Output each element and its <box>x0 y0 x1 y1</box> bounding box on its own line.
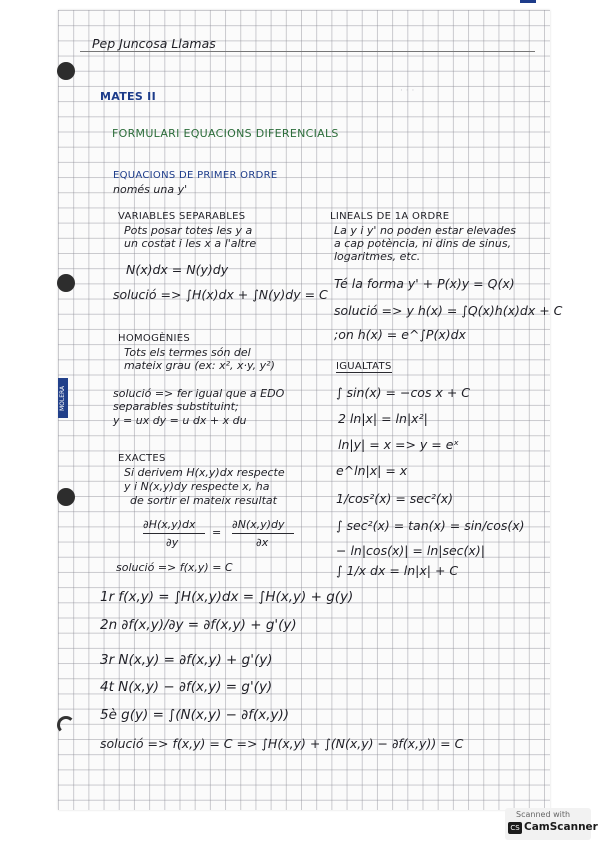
notebook-tab: MOLERA <box>58 378 68 418</box>
binder-hole <box>57 716 75 734</box>
exactes-final-solution: solució => f(x,y) = C => ∫H(x,y) + ∫(N(x,y) − ∂f(x,y)) = C <box>100 736 464 751</box>
separables-desc: Pots posar totes les y a <box>124 224 253 237</box>
lineals-title: LINEALS DE 1A ORDRE <box>330 211 450 222</box>
identity-item: − ln|cos(x)| = ln|sec(x)| <box>336 543 485 558</box>
scanner-caption: Scanned with <box>516 810 571 819</box>
exactes-step: 5è g(y) = ∫(N(x,y) − ∂f(x,y)) <box>100 707 290 723</box>
exactes-step: 1r f(x,y) = ∫H(x,y)dx = ∫H(x,y) + g(y) <box>100 589 354 605</box>
exactes-solution: solució => f(x,y) = C <box>116 561 233 574</box>
exactes-step: 2n ∂f(x,y)/∂y = ∂f(x,y) + g'(y) <box>100 617 297 633</box>
fraction-line <box>232 533 294 534</box>
identity-item: 2 ln|x| = ln|x²| <box>338 411 428 426</box>
identity-item: ∫ sin(x) = −cos x + C <box>336 385 470 400</box>
equals-sign: = <box>212 526 222 539</box>
subject-label: MATES II <box>100 90 156 103</box>
homogenies-desc: Tots els termes són del <box>124 346 251 359</box>
homogenies-solution: solució => fer igual que a EDO <box>113 387 285 400</box>
identity-item: 1/cos²(x) = sec²(x) <box>336 491 454 506</box>
lineals-desc: a cap potència, ni dins de sinus, <box>334 237 512 250</box>
scanner-logo-icon: CS <box>508 822 522 834</box>
corner-mark <box>520 0 536 3</box>
page-title: FORMULARI EQUACIONS DIFERENCIALS <box>112 127 339 140</box>
exactes-step: 4t N(x,y) − ∂f(x,y) = g'(y) <box>100 679 273 695</box>
igualtats-title: IGUALTATS <box>336 361 392 372</box>
identity-item: ∫ sec²(x) = tan(x) = sin/cos(x) <box>336 518 525 533</box>
fraction-numerator: ∂N(x,y)dy <box>232 518 285 531</box>
homogenies-title: HOMOGÈNIES <box>118 333 191 344</box>
fraction-numerator: ∂H(x,y)dx <box>143 518 196 531</box>
fraction-denominator: ∂y <box>166 536 179 549</box>
lineals-desc: La y i y' no poden estar elevades <box>334 224 516 237</box>
exactes-step: 3r N(x,y) = ∂f(x,y) + g'(y) <box>100 652 273 668</box>
section-title: EQUACIONS DE PRIMER ORDRE <box>113 170 278 181</box>
separables-solution: solució => ∫H(x)dx + ∫N(y)dy = C <box>113 287 328 302</box>
lineals-form: Té la forma y' + P(x)y = Q(x) <box>334 276 515 291</box>
exactes-title: EXACTES <box>118 453 166 464</box>
fraction-denominator: ∂x <box>256 536 269 549</box>
lineals-h: ;on h(x) = e^∫P(x)dx <box>334 327 466 342</box>
binder-hole <box>57 488 75 506</box>
separables-equation: N(x)dx = N(y)dy <box>126 262 229 277</box>
homogenies-desc: mateix grau (ex: x², x·y, y²) <box>124 359 275 372</box>
name-line <box>80 51 535 52</box>
separables-title: VARIABLES SEPARABLES <box>118 211 246 222</box>
separables-desc: un costat i les x a l'altre <box>124 237 257 250</box>
identity-item: e^ln|x| = x <box>336 463 408 478</box>
binder-hole <box>57 62 75 80</box>
exactes-desc: Si derivem H(x,y)dx respecte <box>124 466 285 479</box>
scanner-name: CamScanner <box>524 821 598 833</box>
author-name: Pep Juncosa Llamas <box>92 36 216 51</box>
lineals-solution: solució => y h(x) = ∫Q(x)h(x)dx + C <box>334 303 563 318</box>
identity-item: ∫ 1/x dx = ln|x| + C <box>336 563 459 578</box>
lineals-desc: logaritmes, etc. <box>334 250 421 263</box>
binder-hole <box>57 274 75 292</box>
exactes-desc: y i N(x,y)dy respecte x, ha <box>124 480 270 493</box>
fraction-line <box>143 533 205 534</box>
section-subtitle: només una y' <box>113 183 188 196</box>
homogenies-solution: separables substituint; <box>113 400 239 413</box>
identity-item: ln|y| = x => y = eˣ <box>338 437 459 452</box>
homogenies-solution: y = ux dy = u dx + x du <box>113 414 247 427</box>
bleed-through-mark: · · · <box>400 86 415 96</box>
exactes-desc: de sortir el mateix resultat <box>130 494 277 507</box>
